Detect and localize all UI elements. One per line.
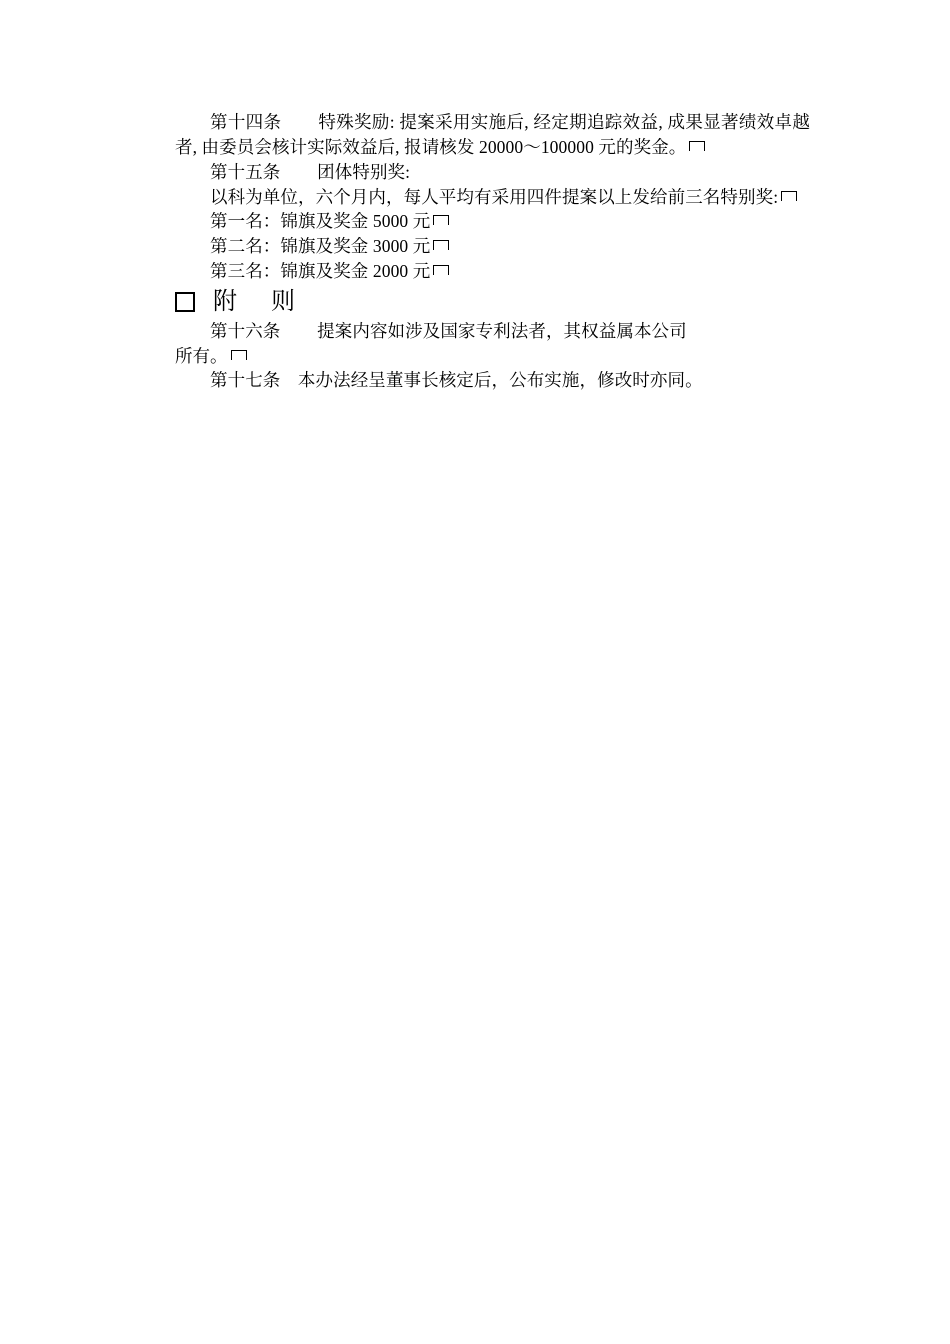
prize-second-text: 第二名：锦旗及奖金 3000 元 xyxy=(210,236,431,257)
end-of-line-mark-icon xyxy=(231,350,247,360)
end-of-line-mark-icon xyxy=(433,240,449,250)
paragraph-article-15-detail xyxy=(175,185,810,210)
article-16-line1: 提案内容如涉及国家专利法者，其权益属本公司 xyxy=(317,320,687,341)
prize-first-text: 第一名：锦旗及奖金 5000 元 xyxy=(210,211,431,232)
paragraph-prize-third xyxy=(175,259,810,284)
paragraph-article-14 xyxy=(175,110,810,160)
paragraph-article-15 xyxy=(175,160,810,185)
article-17-line1: 本办法经呈董事长核定后，公布实施，修改时亦同。 xyxy=(297,370,703,391)
prize-third-text: 第三名：锦旗及奖金 2000 元 xyxy=(210,261,431,282)
end-of-line-mark-icon xyxy=(433,215,449,225)
document-body xyxy=(175,110,810,393)
paragraph-article-16-cont xyxy=(175,344,810,369)
end-of-line-mark-icon xyxy=(781,191,797,201)
paragraph-article-16 xyxy=(175,319,810,344)
article-16-line2: 所有。 xyxy=(175,345,228,366)
end-of-line-mark-icon xyxy=(689,141,705,151)
article-17-label: 第十七条 xyxy=(210,370,281,391)
end-of-line-mark-icon xyxy=(433,265,449,275)
article-14-label: 第十四条 xyxy=(210,112,282,132)
section-heading-fuze xyxy=(175,288,810,317)
article-15-text: 团体特别奖: xyxy=(317,161,411,182)
paragraph-prize-second xyxy=(175,234,810,259)
paragraph-article-17 xyxy=(175,368,810,393)
section-heading-text: 附 则 xyxy=(213,288,309,315)
article-15-label: 第十五条 xyxy=(210,161,281,182)
article-16-label: 第十六条 xyxy=(210,320,281,341)
article-15-detail-text: 以科为单位，六个月内，每人平均有采用四件提案以上发给前三名特别奖: xyxy=(210,186,779,207)
square-bullet-icon xyxy=(175,292,195,312)
article-14-text: 特殊奖励: 提案采用实施后, 经定期追踪效益, 成果显著绩效卓越者, 由委员会核计实际效益后, 报请核发 20000～100000 元的奖金。 xyxy=(175,112,810,157)
paragraph-prize-first xyxy=(175,209,810,234)
